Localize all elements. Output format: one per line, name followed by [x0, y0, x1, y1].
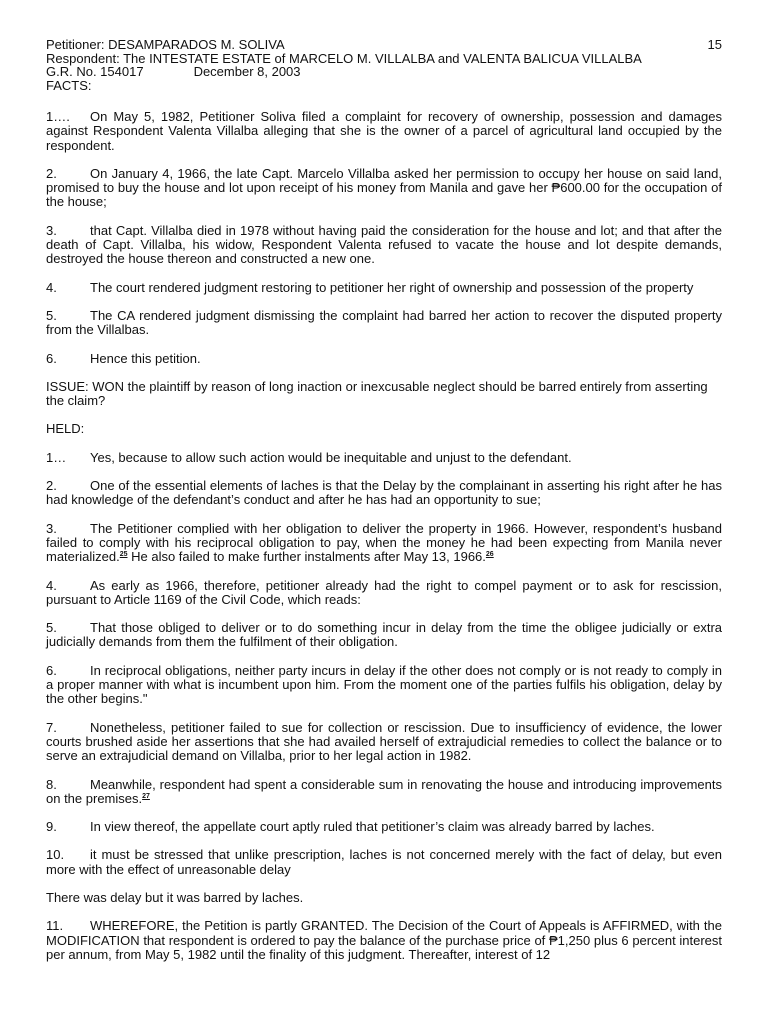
footnote-ref-27[interactable]: 27 — [142, 792, 150, 800]
page-number: 15 — [707, 37, 722, 52]
delay-note: There was delay but it was barred by laches. — [46, 889, 304, 905]
gr-number: G.R. No. 154017 — [46, 64, 144, 79]
paragraph-number: 5. — [46, 620, 57, 636]
paragraph-number: 11. — [46, 918, 64, 934]
petitioner-line: Petitioner: DESAMPARADOS M. SOLIVA — [46, 37, 285, 52]
paragraph-text: As early as 1966, therefore, petitioner already had the right to compel payment or to ask for rescission, pursuant to Article 1169 of the Civil Code, which reads: — [46, 577, 722, 607]
respondent-line: Respondent: The INTESTATE ESTATE of MARCELO M. VILLALBA and VALENTA BALICUA VILLALBA — [46, 50, 642, 66]
held-paragraph-7 — [46, 721, 722, 764]
paragraph-text: that Capt. Villalba died in 1978 without having paid the consideration for the house and lot; and that after the death of Capt. Villalba, his widow, Respondent Valenta refused to vacate the house and lot despite demands, destroyed the house thereon and constructed a new one. — [46, 222, 722, 267]
held-paragraph-3 — [46, 522, 722, 565]
paragraph-number: 9. — [46, 819, 57, 835]
held-paragraph-10 — [46, 848, 722, 877]
footnote-ref-25[interactable]: 25 — [119, 551, 128, 559]
paragraph-text-continued: He also failed to make further instalments after May 13, 1966. — [127, 549, 486, 565]
facts-paragraph-4 — [46, 281, 722, 295]
paragraph-text: Hence this petition. — [90, 350, 201, 366]
paragraph-number: 7. — [46, 719, 57, 735]
facts-paragraph-1 — [46, 110, 722, 153]
held-paragraph-2 — [46, 479, 722, 508]
decision-date: December 8, 2003 — [193, 64, 301, 79]
facts-paragraph-5 — [46, 309, 722, 338]
paragraph-text: On May 5, 1982, Petitioner Soliva filed a complaint for recovery of ownership, possession and damages against Respondent Valenta Villalba alleging that she is the owner of a parcel of agricultural land occupied by the respondent. — [46, 109, 722, 153]
document-body — [46, 110, 722, 976]
held-paragraph-6 — [46, 664, 722, 707]
paragraph-number: 2. — [46, 165, 57, 181]
paragraph-number: 8. — [46, 776, 57, 792]
paragraph-text: The court rendered judgment restoring to petitioner her right of ownership and possession of the property — [90, 279, 694, 295]
paragraph-text: In view thereof, the appellate court aptly ruled that petitioner’s claim was already barred by laches. — [90, 819, 655, 835]
case-header — [46, 38, 722, 92]
paragraph-number: 10. — [46, 847, 65, 863]
paragraph-number: 4. — [46, 577, 57, 593]
paragraph-text: Yes, because to allow such action would be inequitable and unjust to the defendant. — [90, 449, 572, 465]
paragraph-number: 5. — [46, 307, 57, 323]
paragraph-text: it must be stressed that unlike prescription, laches is not concerned merely with the fact of delay, but even more with the effect of unreasonable delay — [46, 847, 722, 877]
footnote-ref-26[interactable]: 26 — [485, 551, 494, 559]
paragraph-number: 4. — [46, 279, 57, 295]
paragraph-number: 3. — [46, 520, 57, 536]
facts-heading: FACTS: — [46, 77, 92, 93]
paragraph-number: 6. — [46, 662, 57, 678]
case-number-line — [46, 65, 722, 79]
paragraph-number: 6. — [46, 350, 57, 366]
paragraph-text: Meanwhile, respondent had spent a considerable sum in renovating the house and introducing improvements on the premises. — [46, 776, 722, 806]
paragraph-number: 1… — [46, 449, 67, 465]
paragraph-text: The Petitioner complied with her obligation to deliver the property in 1966. However, respondent’s husband failed to comply with his reciprocal obligation to pay, when the money he had been expecting from Manila never materialized. — [46, 520, 722, 565]
paragraph-text: On January 4, 1966, the late Capt. Marcelo Villalba asked her permission to occupy her house on said land, promised to buy the house and lot upon receipt of his money from Manila and gave her ₱600.00 for the occupation of the house; — [46, 165, 722, 210]
paragraph-text: In reciprocal obligations, neither party incurs in delay if the other does not comply or is not ready to comply in a proper manner with what is incumbent upon him. From the moment one of the parties fulfils his obligation, delay by the other begins." — [46, 662, 722, 707]
facts-paragraph-3 — [46, 224, 722, 267]
held-paragraph-11 — [46, 919, 722, 962]
paragraph-text: WHEREFORE, the Petition is partly GRANTED. The Decision of the Court of Appeals is AFFIRMED, with the MODIFICATION that respondent is ordered to pay the balance of the purchase price of ₱1,250 plus 6 percent interest per annum, from May 5, 1982 until the finality of this judgment. Thereafter, interest of 12 — [46, 918, 722, 962]
paragraph-number: 2. — [46, 478, 57, 494]
paragraph-text: One of the essential elements of laches is that the Delay by the complainant in asserting his right after he has had knowledge of the defendant’s conduct and after he has had an opportunity to sue; — [46, 478, 722, 508]
paragraph-number: 3. — [46, 222, 57, 238]
held-paragraph-1 — [46, 451, 722, 465]
facts-paragraph-2 — [46, 167, 722, 210]
held-heading: HELD: — [46, 421, 85, 437]
held-paragraph-4 — [46, 579, 722, 608]
issue-statement: ISSUE: WON the plaintiff by reason of long inaction or inexcusable neglect should be barred entirely from asserting the claim? — [46, 378, 708, 409]
facts-paragraph-6 — [46, 352, 722, 366]
paragraph-text: Nonetheless, petitioner failed to sue for collection or rescission. Due to insufficiency of evidence, the lower courts brushed aside her assertions that she had availed herself of extrajudicial remedies to collect the balance or to serve an extrajudicial demand on Villalba, prior to her legal action in 1982. — [46, 719, 722, 764]
paragraph-text: The CA rendered judgment dismissing the complaint had barred her action to recover the disputed property from the Villalbas. — [46, 307, 722, 338]
paragraph-text: That those obliged to deliver or to do something incur in delay from the time the obligee judicially or extra judicially demands from them the fulfilment of their obligation. — [46, 620, 722, 650]
held-paragraph-9 — [46, 820, 722, 834]
held-paragraph-8 — [46, 778, 722, 807]
held-paragraph-5 — [46, 621, 722, 650]
paragraph-number: 1…. — [46, 109, 70, 124]
